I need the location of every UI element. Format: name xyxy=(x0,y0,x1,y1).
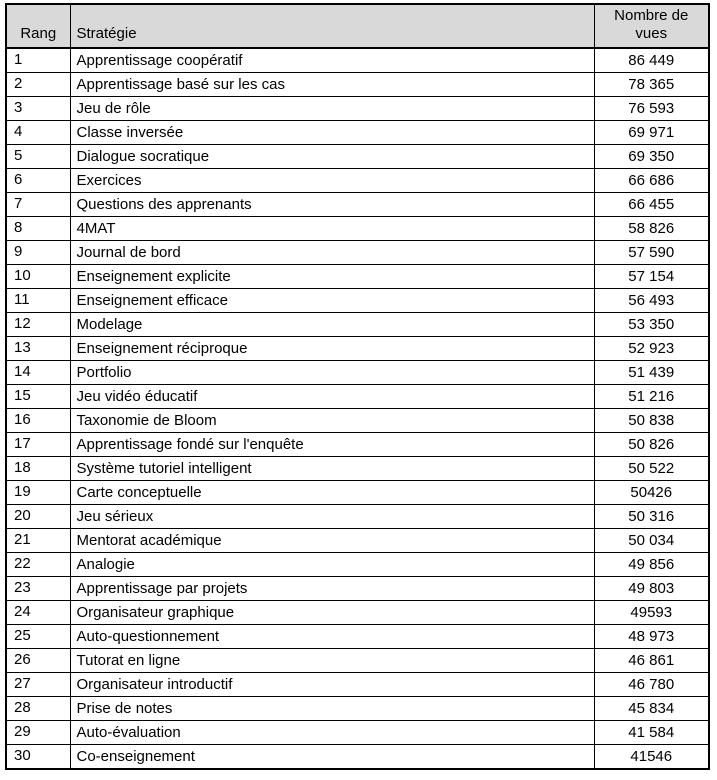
table-row xyxy=(6,553,709,577)
strategy-cell: Carte conceptuelle xyxy=(70,481,594,505)
table-row xyxy=(6,481,709,505)
strategy-cell: Enseignement réciproque xyxy=(70,337,594,361)
views-cell: 41 584 xyxy=(594,721,709,745)
strategy-cell: Apprentissage coopératif xyxy=(70,48,594,73)
strategy-cell: Tutorat en ligne xyxy=(70,649,594,673)
table-row xyxy=(6,529,709,553)
table-row xyxy=(6,265,709,289)
views-cell: 50 826 xyxy=(594,433,709,457)
strategy-cell: Mentorat académique xyxy=(70,529,594,553)
table-row xyxy=(6,169,709,193)
views-cell: 50 034 xyxy=(594,529,709,553)
table-row xyxy=(6,721,709,745)
views-cell: 78 365 xyxy=(594,73,709,97)
table-row xyxy=(6,601,709,625)
views-cell: 76 593 xyxy=(594,97,709,121)
rank-cell: 20 xyxy=(6,505,70,529)
strategy-cell: Apprentissage fondé sur l'enquête xyxy=(70,433,594,457)
table-row xyxy=(6,217,709,241)
views-cell: 46 780 xyxy=(594,673,709,697)
strategies-views-table xyxy=(5,3,710,770)
views-cell: 50 522 xyxy=(594,457,709,481)
strategy-cell: Organisateur graphique xyxy=(70,601,594,625)
rank-cell: 3 xyxy=(6,97,70,121)
rank-cell: 5 xyxy=(6,145,70,169)
rank-cell: 21 xyxy=(6,529,70,553)
views-cell: 58 826 xyxy=(594,217,709,241)
strategy-cell: Apprentissage par projets xyxy=(70,577,594,601)
views-cell: 49593 xyxy=(594,601,709,625)
rank-cell: 30 xyxy=(6,745,70,770)
strategy-cell: Modelage xyxy=(70,313,594,337)
views-cell: 57 590 xyxy=(594,241,709,265)
rank-cell: 28 xyxy=(6,697,70,721)
rank-cell: 29 xyxy=(6,721,70,745)
views-cell: 66 455 xyxy=(594,193,709,217)
rank-cell: 10 xyxy=(6,265,70,289)
strategy-cell: Co-enseignement xyxy=(70,745,594,770)
table-row xyxy=(6,745,709,770)
strategy-cell: Portfolio xyxy=(70,361,594,385)
rank-cell: 6 xyxy=(6,169,70,193)
views-cell: 51 439 xyxy=(594,361,709,385)
strategy-cell: Auto-questionnement xyxy=(70,625,594,649)
rank-cell: 16 xyxy=(6,409,70,433)
table-row xyxy=(6,625,709,649)
strategy-cell: Dialogue socratique xyxy=(70,145,594,169)
table-row xyxy=(6,385,709,409)
table-row xyxy=(6,433,709,457)
views-cell: 50 316 xyxy=(594,505,709,529)
rank-cell: 22 xyxy=(6,553,70,577)
header-rank: Rang xyxy=(6,4,70,48)
table-row xyxy=(6,649,709,673)
rank-cell: 12 xyxy=(6,313,70,337)
table-row xyxy=(6,697,709,721)
views-cell: 50 838 xyxy=(594,409,709,433)
rank-cell: 23 xyxy=(6,577,70,601)
rank-cell: 27 xyxy=(6,673,70,697)
strategy-cell: Prise de notes xyxy=(70,697,594,721)
strategy-cell: Organisateur introductif xyxy=(70,673,594,697)
views-cell: 51 216 xyxy=(594,385,709,409)
views-cell: 50426 xyxy=(594,481,709,505)
strategy-cell: Taxonomie de Bloom xyxy=(70,409,594,433)
table-row xyxy=(6,289,709,313)
rank-cell: 19 xyxy=(6,481,70,505)
views-cell: 86 449 xyxy=(594,48,709,73)
table-body xyxy=(6,48,709,769)
strategy-cell: Jeu sérieux xyxy=(70,505,594,529)
views-cell: 41546 xyxy=(594,745,709,770)
views-cell: 45 834 xyxy=(594,697,709,721)
views-cell: 56 493 xyxy=(594,289,709,313)
strategy-cell: Enseignement explicite xyxy=(70,265,594,289)
rank-cell: 1 xyxy=(6,48,70,73)
table-row xyxy=(6,505,709,529)
views-cell: 49 803 xyxy=(594,577,709,601)
table-row xyxy=(6,673,709,697)
rank-cell: 13 xyxy=(6,337,70,361)
table-header xyxy=(6,4,709,48)
rank-cell: 9 xyxy=(6,241,70,265)
rank-cell: 11 xyxy=(6,289,70,313)
strategy-cell: Apprentissage basé sur les cas xyxy=(70,73,594,97)
views-cell: 57 154 xyxy=(594,265,709,289)
rank-cell: 17 xyxy=(6,433,70,457)
strategy-cell: Jeu de rôle xyxy=(70,97,594,121)
table-row xyxy=(6,361,709,385)
rank-cell: 24 xyxy=(6,601,70,625)
table-row xyxy=(6,193,709,217)
rank-cell: 4 xyxy=(6,121,70,145)
table-row xyxy=(6,457,709,481)
views-cell: 69 350 xyxy=(594,145,709,169)
header-views: Nombre de vues xyxy=(594,4,709,48)
strategy-cell: Enseignement efficace xyxy=(70,289,594,313)
views-cell: 48 973 xyxy=(594,625,709,649)
rank-cell: 25 xyxy=(6,625,70,649)
strategy-cell: Système tutoriel intelligent xyxy=(70,457,594,481)
views-cell: 52 923 xyxy=(594,337,709,361)
rank-cell: 26 xyxy=(6,649,70,673)
strategy-cell: Jeu vidéo éducatif xyxy=(70,385,594,409)
views-cell: 53 350 xyxy=(594,313,709,337)
strategy-cell: 4MAT xyxy=(70,217,594,241)
rank-cell: 14 xyxy=(6,361,70,385)
views-cell: 46 861 xyxy=(594,649,709,673)
table-row xyxy=(6,577,709,601)
table-row xyxy=(6,121,709,145)
table-row xyxy=(6,73,709,97)
strategy-cell: Exercices xyxy=(70,169,594,193)
strategy-cell: Journal de bord xyxy=(70,241,594,265)
table-row xyxy=(6,337,709,361)
rank-cell: 2 xyxy=(6,73,70,97)
table-row xyxy=(6,409,709,433)
views-cell: 69 971 xyxy=(594,121,709,145)
strategy-cell: Classe inversée xyxy=(70,121,594,145)
views-cell: 66 686 xyxy=(594,169,709,193)
strategy-cell: Analogie xyxy=(70,553,594,577)
table-row xyxy=(6,241,709,265)
rank-cell: 15 xyxy=(6,385,70,409)
strategy-cell: Questions des apprenants xyxy=(70,193,594,217)
rank-cell: 18 xyxy=(6,457,70,481)
table-row xyxy=(6,48,709,73)
header-strategy: Stratégie xyxy=(70,4,594,48)
strategy-cell: Auto-évaluation xyxy=(70,721,594,745)
strategies-table-container xyxy=(5,3,710,770)
table-row xyxy=(6,97,709,121)
rank-cell: 7 xyxy=(6,193,70,217)
table-row xyxy=(6,313,709,337)
table-row xyxy=(6,145,709,169)
header-row xyxy=(6,4,709,48)
views-cell: 49 856 xyxy=(594,553,709,577)
rank-cell: 8 xyxy=(6,217,70,241)
